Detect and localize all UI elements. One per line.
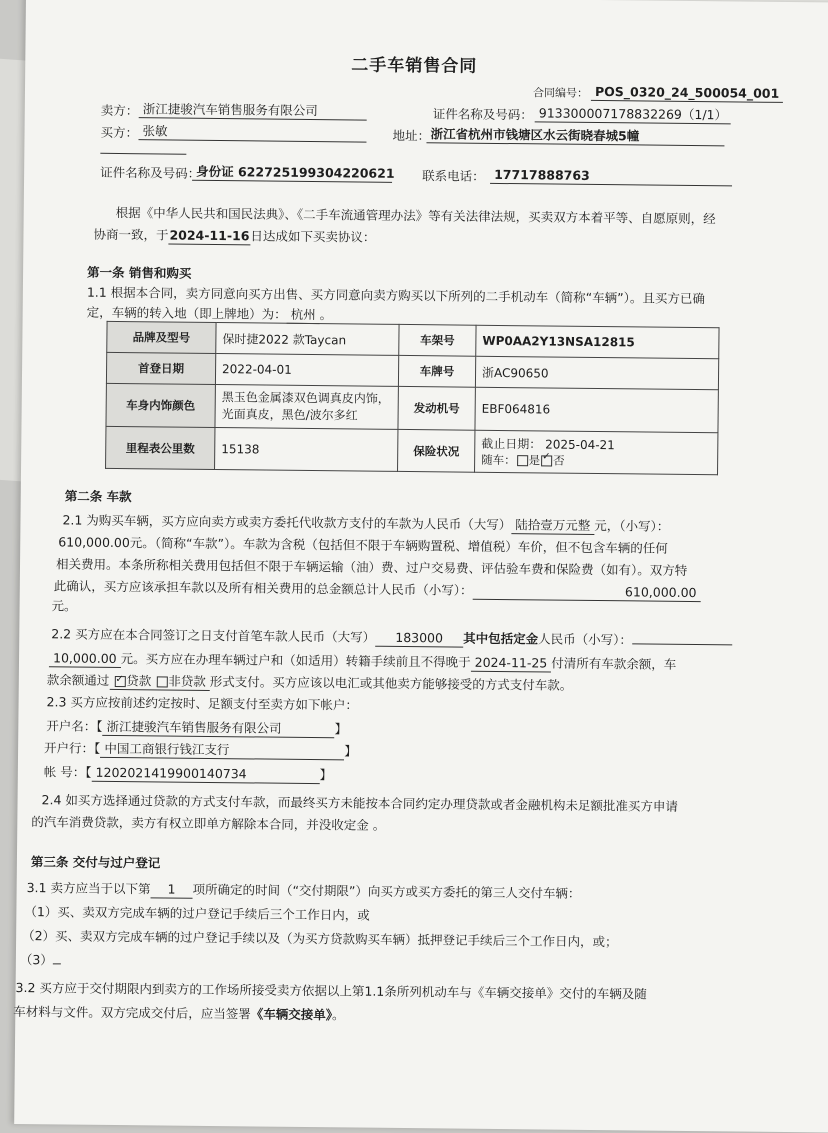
insurance-with-car: 随车： 是✓ 否 <box>481 452 711 470</box>
table-row <box>106 426 718 474</box>
clause-1-1-line-2: 定，车辆的转入地（即上牌地）为： 杭州 。 <box>86 304 333 323</box>
clause-1-1-line-1: 1.1 根据本合同，卖方同意向买方出售、买方同意向卖方购买以下所列的二手机动车（简称“车辆”）。且买方已确 <box>86 284 705 307</box>
checkbox-no[interactable] <box>541 455 552 466</box>
phone-label: 联系电话： <box>422 168 485 184</box>
section-3-title: 第三条 交付与过户登记 <box>30 854 161 871</box>
table-cell: 15138 <box>215 428 398 472</box>
table-header-cell: 首登日期 <box>106 352 215 384</box>
clause-3-2-line-1: 3.2 买方应于交付期限内到卖方的工作场所接受卖方依据以上第1.1条所列机动车与《车辆交接单》交付的车辆及随 <box>15 979 647 1002</box>
address-label: 地址： <box>392 127 431 144</box>
table-row <box>106 383 718 432</box>
table-header-cell: 车架号 <box>399 324 476 356</box>
clause-2-2-line-2: 10,000.00 元。买方应在办理车辆过户和（如适用）转籍手续前且不得晚于 2024-11-25 付清所有车款余额，车 <box>49 650 676 674</box>
clause-2-1-line-5: 元。 <box>51 598 77 614</box>
buyer-name: 张敏 <box>138 123 366 142</box>
clause-2-1-line-4: 此确认，买方应该承担车款以及所有相关费用的总金额总计人民币（小写）： 610,000.00 <box>54 578 701 602</box>
checkbox-yes[interactable] <box>517 455 528 466</box>
clause-3-1-option-3: （3） <box>20 952 61 968</box>
intro-line-1: 根据《中华人民共和国民法典》、《二手车流通管理办法》等有关法律法规，买卖双方本着平等、自愿原则，经 <box>115 204 716 227</box>
clause-2-2-line-1: 2.2 买方应在本合同签订之日支付首笔车款人民币（大写） 183000 其中包括定金人民币（小写）： <box>51 626 732 650</box>
section-2-title: 第二条 车款 <box>64 488 132 505</box>
clause-2-4-line-1: 2.4 如买方选择通过贷款的方式支付车款，而最终买方未能按本合同约定办理贷款或者金融机构未足额批准买方申请 <box>41 792 678 814</box>
clause-3-1-option-2: （2）买、卖双方完成车辆的过户登记手续以及（为买方贷款购买车辆）抵押登记手续后三个工作日内，或； <box>22 928 618 950</box>
clause-2-4-line-2: 的汽车消费贷款，卖方有权立即单方解除本合同，并没收定金 。 <box>31 814 386 833</box>
clause-2-1-line-1: 2.1 为购买车辆，买方应向卖方或卖方委托代收款方支付的车款为人民币（大写） 陆拾壹万元整 元，（小写）： <box>62 512 670 534</box>
contract-no: POS_0320_24_500054_001 <box>591 84 783 103</box>
checkbox-non-loan[interactable] <box>156 676 167 687</box>
clause-3-1: 3.1 卖方应当于以下第 1 项所确定的时间（“交付期限”）向买方或买方委托的第三人交付车辆： <box>26 880 581 901</box>
table-header-cell: 里程表公里数 <box>106 426 215 469</box>
intro-line-2: 协商一致，于2024-11-16日达成如下买卖协议： <box>93 226 376 245</box>
bank-row: 开户行：【 中国工商银行钱江支行 】 <box>44 740 357 759</box>
clause-2-3: 2.3 买方应按前述约定按时、足额支付至卖方如下帐户： <box>46 694 359 713</box>
contract-page <box>14 0 828 1133</box>
table-cell: 保时捷2022 款Taycan <box>216 323 399 356</box>
table-cell: EBF064816 <box>475 387 718 433</box>
table-cell: WP0AA2Y13NSA12815 <box>476 325 719 359</box>
clause-3-1-option-1: （1）买、卖双方完成车辆的过户登记手续后三个工作日内，或 <box>24 904 370 923</box>
clause-2-1-line-3: 相关费用。本条所称相关费用包括但不限于车辆运输（油）费、过户交易费、评估验车费和保险费（如有）。双方特 <box>55 556 688 578</box>
account-name-row: 开户名：【 浙江捷骏汽车销售服务有限公司 】 <box>46 718 348 737</box>
table-cell: 浙AC90650 <box>475 356 718 390</box>
contract-no-label: 合同编号： <box>532 86 589 100</box>
vehicle-info-table <box>105 321 720 475</box>
buyer-id: 身份证 622725199304220621 <box>192 164 392 183</box>
seller-id: 913300007178832269（1/1） <box>535 105 731 124</box>
clause-2-2-line-3: 款余额通过✓ 贷款 非贷款 形式支付。买方应该以电汇或其他卖方能够接受的方式支付车款。 <box>47 672 573 695</box>
buyer-address: 浙江省杭州市钱塘区水云街晓春城5幢 <box>426 126 724 146</box>
buyer-id-label: 证件名称及号码： <box>100 164 201 181</box>
clause-2-1-line-2: 610,000.00元。（简称“车款”）。车款为含税（包括但不限于车辆购置税、增值税）车价，但不包含车辆的任何 <box>58 534 668 556</box>
buyer-phone: 17717888763 <box>490 167 732 187</box>
checkbox-loan[interactable] <box>114 676 125 687</box>
insurance-expiry: 截止日期： 2025-04-21 <box>481 436 615 453</box>
table-header-cell: 发动机号 <box>398 386 475 430</box>
page-title: 二手车销售合同 <box>351 55 478 77</box>
table-header-cell: 保险状况 <box>398 429 475 472</box>
table-cell: 黑玉色金属漆双色调真皮内饰，光面真皮，黑色/波尔多红 <box>215 385 398 430</box>
seller-label: 卖方： <box>100 102 139 119</box>
seller-id-label: 证件名称及号码： <box>432 106 533 123</box>
table-cell: 2022-04-01 <box>215 354 398 387</box>
table-header-cell: 品牌及型号 <box>107 321 216 353</box>
address-continuation-blank <box>100 141 186 159</box>
account-number-row: 帐 号：【 1202021419900140734 】 <box>43 764 333 783</box>
seller-name: 浙江捷骏汽车销售服务有限公司 <box>139 101 367 120</box>
buyer-label: 买方： <box>100 124 139 141</box>
table-header-cell: 车身内饰颜色 <box>106 383 215 427</box>
clause-3-2-line-2: 车材料与文件。双方完成交付后，应当签署《车辆交接单》。 <box>13 1003 345 1023</box>
table-header-cell: 车牌号 <box>398 355 475 387</box>
insurance-cell <box>475 430 718 475</box>
section-1-title: 第一条 销售和购买 <box>87 264 192 281</box>
